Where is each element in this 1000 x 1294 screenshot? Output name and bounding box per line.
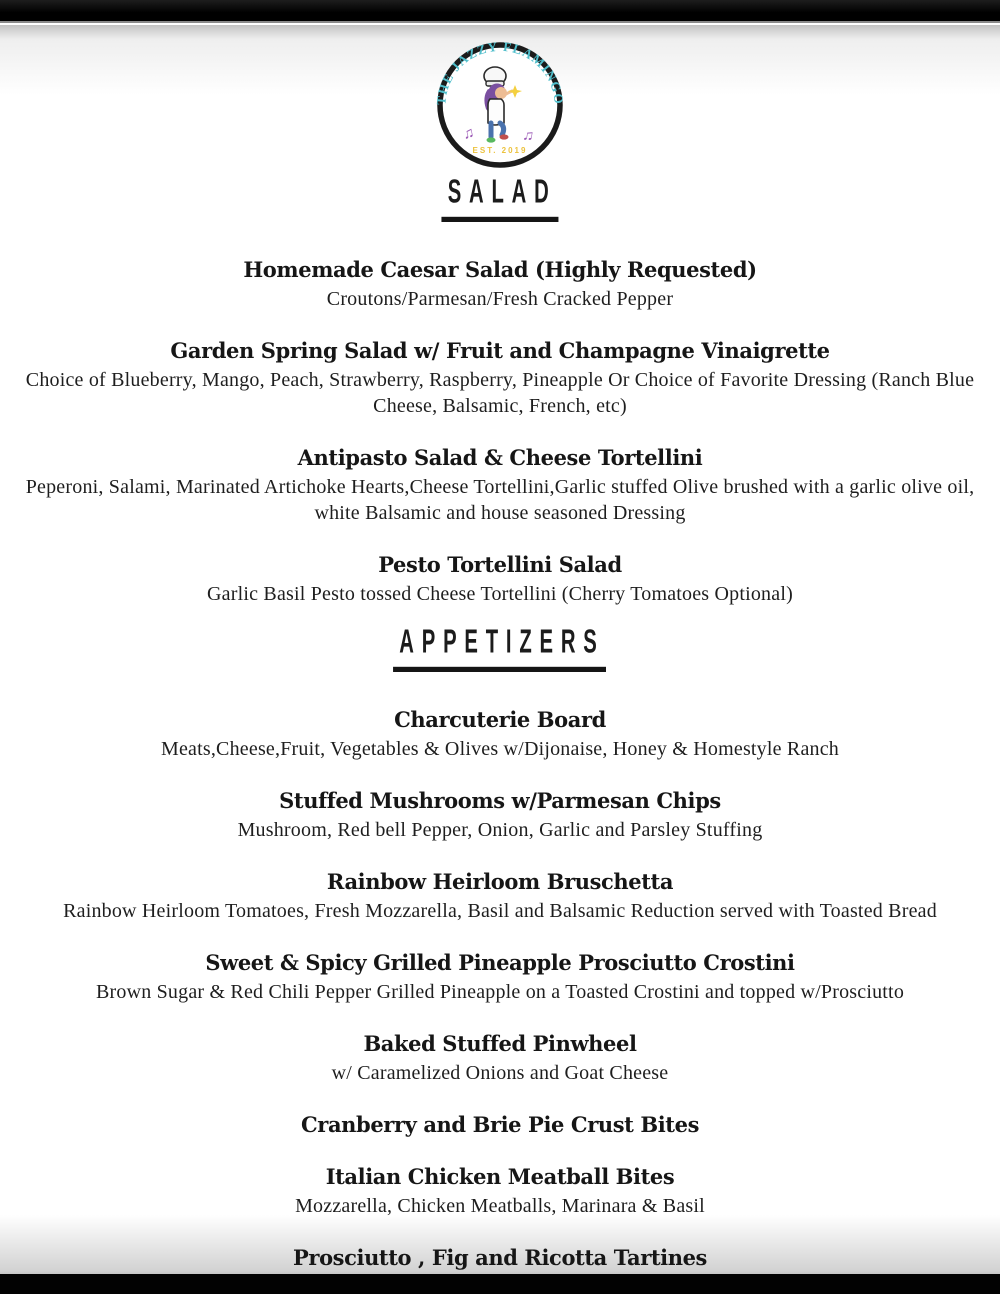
menu-item-baked-stuffed-pinwheel xyxy=(0,1031,1000,1086)
appetizers-section-header xyxy=(0,621,1000,673)
item-description: Meats,Cheese,Fruit, Vegetables & Olives w/Dijonaise, Honey & Homestyle Ranch xyxy=(160,738,840,760)
item-name: Cranberry and Brie Pie Crust Bites xyxy=(300,1112,699,1137)
section-appetizers xyxy=(0,621,1000,1271)
menu-item-cranberry-brie-bites xyxy=(0,1112,1000,1138)
menu-item-garden-spring-salad xyxy=(0,338,1000,419)
item-name: Italian Chicken Meatball Bites xyxy=(325,1164,675,1189)
menu-item-pineapple-prosciutto-crostini xyxy=(0,950,1000,1005)
item-name: Rainbow Heirloom Bruschetta xyxy=(326,869,674,894)
logo-arc-text: THE JAZZY FLAMINGO xyxy=(434,39,566,106)
menu-item-italian-chicken-meatball-bites xyxy=(0,1164,1000,1219)
jazzy-flamingo-logo-icon xyxy=(434,39,566,171)
item-description: w/ Caramelized Onions and Goat Cheese xyxy=(331,1062,669,1084)
logo-est-text: EST. 2019 xyxy=(472,146,528,155)
item-description: Choice of Blueberry, Mango, Peach, Strawberry, Raspberry, Pineapple Or Choice of Favorite Dressing (Ranch Blue Cheese, Balsamic, French, etc) xyxy=(25,369,975,417)
item-name: Sweet & Spicy Grilled Pineapple Prosciutto Crostini xyxy=(205,950,795,975)
item-description: Garlic Basil Pesto tossed Cheese Tortellini (Cherry Tomatoes Optional) xyxy=(207,583,793,605)
item-description: Mozzarella, Chicken Meatballs, Marinara & Basil xyxy=(295,1195,705,1217)
menu-item-prosciutto-fig-ricotta-tartines xyxy=(0,1245,1000,1271)
item-name: Garden Spring Salad w/ Fruit and Champagne Vinaigrette xyxy=(170,338,830,363)
menu-item-charcuterie-board xyxy=(0,707,1000,762)
music-note-right-icon: ♫ xyxy=(521,127,536,145)
menu-item-rainbow-heirloom-bruschetta xyxy=(0,869,1000,924)
item-description: Rainbow Heirloom Tomatoes, Fresh Mozzarella, Basil and Balsamic Reduction served with Toasted Bread xyxy=(63,900,937,922)
music-note-left-icon: ♫ xyxy=(461,124,476,143)
item-name: Charcuterie Board xyxy=(394,707,606,732)
menu-page xyxy=(0,25,1000,1274)
menu-item-stuffed-mushrooms xyxy=(0,788,1000,843)
appetizers-section-title: APPETIZERS xyxy=(393,621,606,672)
menu-item-pesto-tortellini-salad xyxy=(0,552,1000,607)
top-frame-bar xyxy=(0,0,1000,23)
item-name: Baked Stuffed Pinwheel xyxy=(363,1031,637,1056)
section-salad xyxy=(0,171,1000,607)
bottom-frame-bar xyxy=(0,1274,1000,1294)
salad-section-header xyxy=(0,171,1000,223)
item-name: Homemade Caesar Salad (Highly Requested) xyxy=(243,257,757,282)
salad-section-title: SALAD xyxy=(442,171,559,222)
restaurant-logo xyxy=(0,25,1000,169)
menu-item-antipasto-salad xyxy=(0,445,1000,526)
menu-item-caesar-salad xyxy=(0,257,1000,312)
item-description: Brown Sugar & Red Chili Pepper Grilled Pineapple on a Toasted Crostini and topped w/Prosciutto xyxy=(95,981,905,1003)
item-description: Croutons/Parmesan/Fresh Cracked Pepper xyxy=(326,288,674,310)
item-name: Pesto Tortellini Salad xyxy=(378,552,622,577)
item-name: Prosciutto , Fig and Ricotta Tartines xyxy=(293,1245,707,1270)
item-name: Antipasto Salad & Cheese Tortellini xyxy=(297,445,703,470)
item-description: Mushroom, Red bell Pepper, Onion, Garlic and Parsley Stuffing xyxy=(237,819,763,841)
item-name: Stuffed Mushrooms w/Parmesan Chips xyxy=(279,788,721,813)
item-description: Peperoni, Salami, Marinated Artichoke Hearts,Cheese Tortellini,Garlic stuffed Olive brushed with a garlic olive oil, white Balsamic and house seasoned Dressing xyxy=(25,476,975,524)
